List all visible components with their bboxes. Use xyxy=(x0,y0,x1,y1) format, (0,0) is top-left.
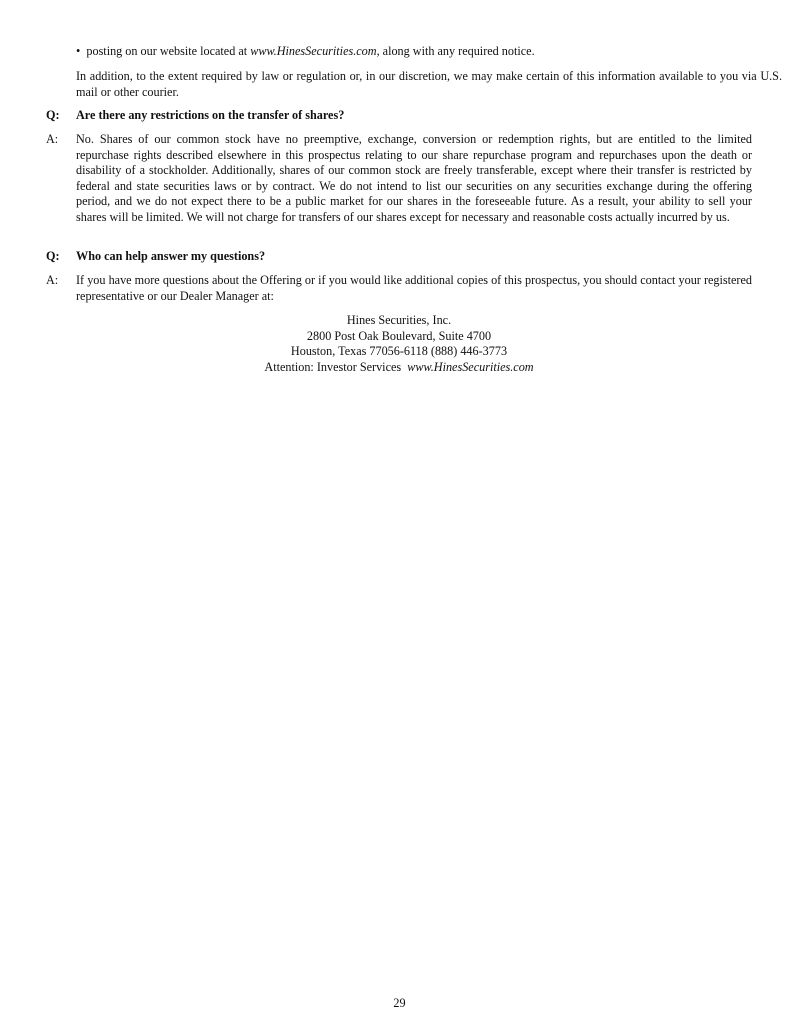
bullet-symbol: • xyxy=(76,44,81,58)
answer-1 xyxy=(46,132,752,225)
website-link[interactable]: www.HinesSecurities.com xyxy=(407,359,534,374)
attention-text: Attention: Investor Services xyxy=(264,359,402,374)
address-line-1: Hines Securities, Inc. xyxy=(346,313,452,327)
question-text: Who can help answer my questions? xyxy=(76,249,266,263)
question-2 xyxy=(46,249,752,265)
bullet-text-before: posting on our website located at xyxy=(86,44,251,58)
addition-paragraph: In addition, to the extent required by law or regulation or, in our discretion, we may make certain of this information available to you via U.S. mail or other courier. xyxy=(76,69,782,99)
website-link[interactable]: www.HinesSecurities.com xyxy=(250,44,377,58)
answer-2 xyxy=(46,273,752,304)
answer-text: If you have more questions about the Offering or if you would like additional copies of this prospectus, you should contact your registered representative or our Dealer Manager at: xyxy=(76,273,752,303)
answer-label: A: xyxy=(46,132,59,146)
page-number: 29 xyxy=(393,996,406,1010)
address-line-3: Houston, Texas 77056-6118 (888) 446-3773 xyxy=(290,344,508,358)
answer-text: No. Shares of our common stock have no preemptive, exchange, conversion or redemption rights, but are entitled to the limited repurchase rights described elsewhere in this prospectus relating to our share repurchase program and repurchases upon the death or disability of a stockholder. Additionally, shares of our common stock are freely transferable, except where their transfer is restricted by federal and state securities laws or by contract. We do not intend to list our securities on any securities exchange during the offering period, and we do not expect there to be a public market for our shares in the foreseeable future. As a result, your ability to sell your shares will be limited. We will not charge for transfers of our shares except for necessary and reasonable costs actually incurred by us. xyxy=(76,132,752,224)
address-line-4 xyxy=(76,360,722,376)
bullet-text-after: , along with any required notice. xyxy=(376,44,535,58)
dealer-manager-address xyxy=(76,313,722,375)
answer-label: A: xyxy=(46,273,59,287)
address-line-2: 2800 Post Oak Boulevard, Suite 4700 xyxy=(306,328,492,343)
bullet-item xyxy=(46,44,782,60)
question-1 xyxy=(46,108,752,124)
question-label: Q: xyxy=(46,108,60,122)
question-text: Are there any restrictions on the transfer of shares? xyxy=(76,108,345,122)
question-label: Q: xyxy=(46,249,60,263)
